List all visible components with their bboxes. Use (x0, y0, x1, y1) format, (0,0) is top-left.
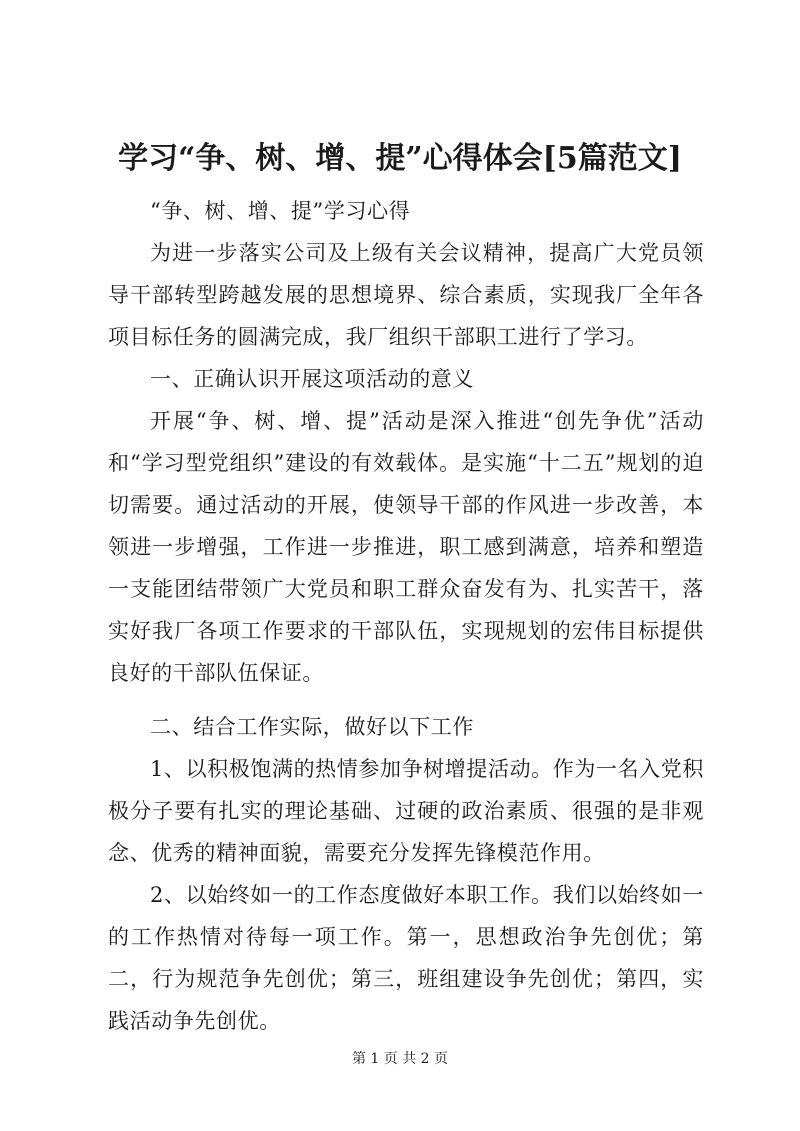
page-footer: 第 1 页 共 2 页 (351, 1051, 449, 1067)
paragraph-intro: 为进一步落实公司及上级有关会议精神，提高广大党员领导干部转型跨越发展的思想境界、综合素质，实现我厂全年各项目标任务的圆满完成，我厂组织干部职工进行了学习。 (108, 241, 704, 349)
paragraph-significance: 开展“争、树、增、提”活动是深入推进“创先争优”活动和“学习型党组织”建设的有效载体。是实施“十二五”规划的迫切需要。通过活动的开展，使领导干部的作风进一步改善，本领进一步增强，工作进一步推进，职工感到满意，培养和塑造一支能团结带领广大党员和职工群众奋发有为、扎实苦干，落实好我厂各项工作要求的干部队伍，实现规划的宏伟目标提供良好的干部队伍保证。 (108, 409, 704, 685)
subtitle: “争、树、增、提”学习心得 (150, 199, 411, 223)
paragraph-item-2: 2、以始终如一的工作态度做好本职工作。我们以始终如一的工作热情对待每一项工作。第一，思想政治争先创优；第二，行为规范争先创优；第三，班组建设争先创优；第四，实践活动争先创优。 (108, 883, 704, 1033)
document-title: 学习“争、树、增、提”心得体会[5篇范文] (118, 141, 682, 176)
paragraph-item-1: 1、以积极饱满的热情参加争树增提活动。作为一名入党积极分子要有扎实的理论基础、过硬的政治素质、很强的是非观念、优秀的精神面貌，需要充分发挥先锋模范作用。 (108, 757, 704, 865)
document-body (108, 190, 704, 1042)
spacer (108, 694, 704, 706)
section-heading-1: 一、正确认识开展这项活动的意义 (150, 367, 474, 391)
section-heading-2: 二、结合工作实际，做好以下工作 (150, 715, 474, 739)
